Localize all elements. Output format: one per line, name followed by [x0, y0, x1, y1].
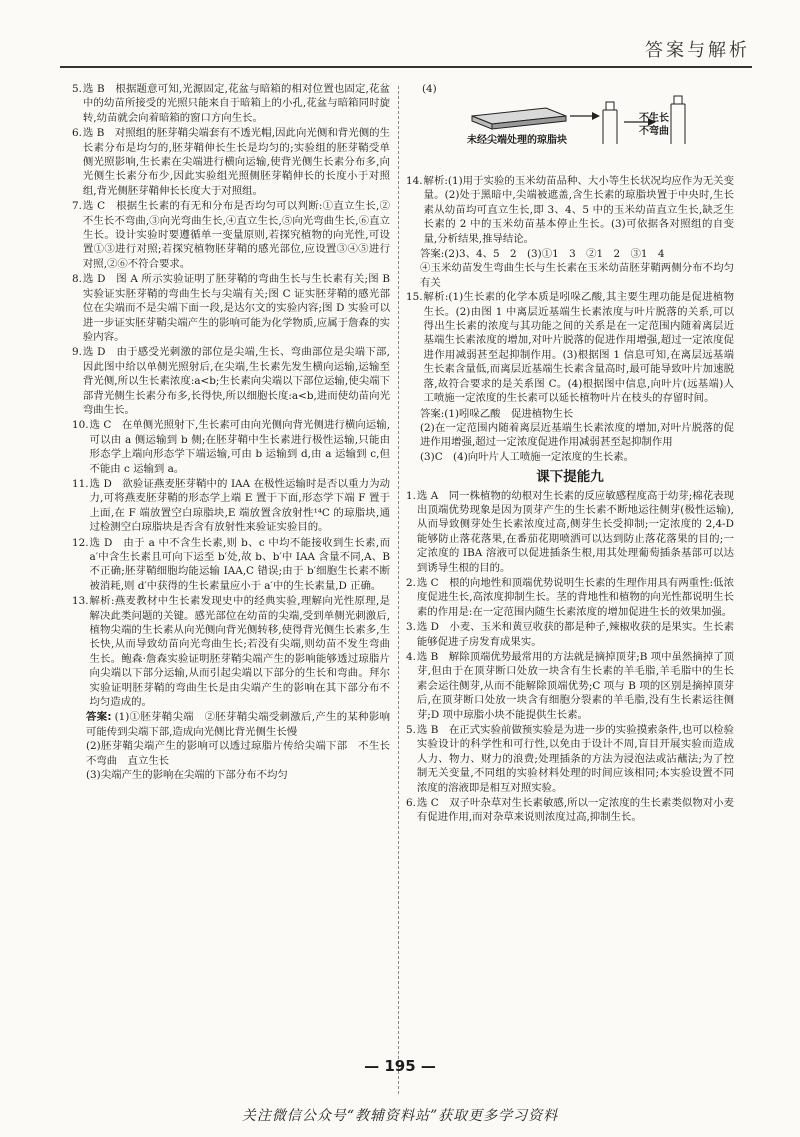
answer-line: (3)尖端产生的影响在尖端的下部分布不均匀 [86, 769, 288, 782]
item-number: 5. [406, 724, 416, 737]
item-number: 5. [72, 83, 82, 95]
left-column [72, 82, 390, 783]
left-item-13 [72, 594, 390, 709]
left-item-6 [72, 126, 390, 198]
item-text: 选 D 欲验证燕麦胚芽鞘中的 IAA 在极性运输时是否以重力为动力,可将燕麦胚芽鞘的形态学上端 E 置于下面,形态学下端 F 置于上面,在 F 端放置空白琼脂块,E 端放置含放射性¹⁴C 的琼脂块,通过检测空白琼脂块是否含有放射性来验证实验目的。 [89, 477, 390, 534]
left-item-7 [72, 199, 390, 271]
footer-note: 关注微信公众号“教辅资料站”获取更多学习资料 [241, 1108, 559, 1124]
section-item-5 [406, 723, 734, 795]
item-number: 9. [72, 346, 82, 359]
right-item-14 [406, 174, 734, 246]
item-number: 12. [72, 536, 89, 549]
item-text: 选 B 在正式实验前做预实验是为进一步的实验摸索条件,也可以检验实验设计的科学性和可行性,以免由于设计不周,盲目开展实验而造成人力、物力、财力的浪费;处理插条的方法为浸泡法或沾蘸法;为了控制无关变量,不同组的实验材料处理的时间应该相同;本实验设置不同浓度的溶液即是相互对照实验。 [416, 724, 734, 794]
item-text: 选 D 由于感受光刺激的部位是尖端,生长、弯曲部位是尖端下部,因此图中给以单侧光照射后,在尖端,生长素先发生横向运输,运输至背光侧,所以生长素浓度:a<b;生长素向尖端以下部位运输,使尖端下部背光侧生长素分布多,长得快,所以细胞长度:a<b,进而使幼苗向光弯曲生长。 [82, 346, 390, 416]
item-text: 选 B 对照组的胚芽鞘尖端套有不透光帽,因此向光侧和背光侧的生长素分布是均匀的,胚芽鞘伸长生长是均匀的;实验组的胚芽鞘受单侧光照影响,生长素在尖端进行横向运输,使背光侧生长素分布多,向光侧生长素分布少,因此实验组光照侧胚芽鞘伸长的长度小于对照组,背光侧胚芽鞘伸长长度大于对照组。 [82, 127, 390, 197]
item-number: 2. [406, 576, 416, 589]
answer-block [86, 710, 390, 739]
answer-line: (2)胚芽鞘尖端产生的影响可以透过琼脂片传给尖端下部 不生长不弯曲 直立生长 [86, 740, 390, 767]
answer-line: (2)在一定范围内随着离层近基端生长素浓度的增加,对叶片脱落的促进作用增强,超过一定浓度促进作用减弱甚至起抑制作用 [420, 421, 734, 449]
figure-caption: 未经尖端处理的琼脂块 [467, 135, 567, 146]
item-number: 3. [406, 621, 416, 634]
left-item-5 [72, 82, 390, 125]
section-item-2 [406, 576, 734, 619]
item-text: 解析:燕麦教材中生长素发现史中的经典实验,理解向光性原理,是解决此类问题的关键。感光部位在幼苗的尖端,受到单侧光刺激后,植物尖端的生长素从向光侧向背光侧转移,使得背光侧生长素多,生长快,从而导致幼苗向光弯曲生长;若没有尖端,则幼苗不发生弯曲生长。鲍森·詹森实验证明胚芽鞘尖端产生的影响能够透过琼脂片向尖端以下部分运输,从而引起尖端以下部分的生长和弯曲。拜尔实验证明胚芽鞘的弯曲生长是由尖端产生的影响在其下部分布不均匀造成的。 [89, 595, 390, 709]
right-column [406, 82, 734, 826]
left-item-8 [72, 272, 390, 344]
figure-note [639, 112, 669, 138]
left-item-11 [72, 477, 390, 535]
answer-line: ④玉米幼苗发生弯曲生长与生长素在玉米幼苗胚芽鞘两侧分布不均匀有关 [420, 262, 734, 289]
item-number: 6. [72, 127, 82, 140]
item-number: 7. [72, 200, 82, 213]
header-title: 答案与解析 [645, 40, 750, 61]
item-number: 10. [72, 419, 89, 432]
item-text: 选 B 根据题意可知,光源固定,花盆与暗箱的相对位置也固定,花盆中的幼苗所接受的光照只能来自于暗箱上的小孔,花盆与暗箱同时旋转,幼苗就会向着暗箱的窗口方向生长。 [82, 83, 390, 124]
item-text: 选 C 根据生长素的有无和分布是否均匀可以判断:①直立生长,②不生长不弯曲,③向光弯曲生长,④直立生长,⑤向光弯曲生长,⑥直立生长。设计实验时要遵循单一变量原则,若探究植物的向光性,可设置①③进行对照;若探究植物胚芽鞘的感光部位,应设置③④⑤进行对照,②⑥不符合要求。 [82, 200, 390, 270]
left-item-9 [72, 345, 390, 417]
section-item-1 [406, 489, 734, 575]
answer-line: (3)C (4)向叶片人工喷施一定浓度的生长素。 [420, 450, 635, 463]
section-item-3 [406, 620, 734, 649]
seedling-diagram [406, 82, 734, 174]
figure-note-line: 不弯曲 [639, 126, 669, 137]
figure-label: (4) [422, 83, 437, 95]
left-item-10 [72, 418, 390, 476]
answer-line: 答案:(2)3、4、5 2 (3)①1 3 ②1 2 ③1 4 [420, 248, 665, 261]
item-number: 14. [406, 175, 423, 187]
item-number: 15. [406, 291, 423, 304]
item-text: 选 C 根的向地性和顶端优势说明生长素的生理作用具有两重性:低浓度促进生长,高浓度抑制生长。茎的背地性和植物的向光性都说明生长素的作用是:在一定范围内随生长素浓度的增加促进生长的效果加强。 [416, 576, 734, 618]
item-text: 解析:(1)生长素的化学本质是吲哚乙酸,其主要生理功能是促进植物生长。(2)由图 1 中离层近基端生长素浓度与叶片脱落的关系,可以得出生长素的浓度与其功能之间的关系是在一定范围内随着离层近基端生长素浓度的增加,对叶片脱落的促进作用增强,超过一定浓度促进作用减弱甚至起抑制作用。(3)根据图 1 信息可知,在离层远基端生长素含量低,而离层近基端生长素含量高时,最可能导致叶片加速脱落,故符合要求的是关系图 C。(4)根据图中信息,向叶片(远基端)人工喷施一定浓度的生长素可以延长植物叶片在枝头的存留时间。 [423, 291, 734, 405]
section-title: 课下提能九 [536, 469, 604, 486]
section-item-6 [406, 796, 734, 825]
answer-label: 答案: [86, 711, 112, 724]
section-item-4 [406, 650, 734, 722]
item-text: 选 C 双子叶杂草对生长素敏感,所以一定浓度的生长素类似物对小麦有促进作用,而对杂草来说则浓度过高,抑制生长。 [416, 797, 734, 824]
answer-line: 答案:(1)吲哚乙酸 促进植物生长 [420, 407, 574, 420]
page-number: — 195 — [364, 1057, 436, 1075]
left-item-12 [72, 536, 390, 594]
figure-note-line: 不生长 [639, 113, 669, 124]
item-number: 8. [72, 273, 82, 286]
answer-line: (1)①胚芽鞘尖端 ②胚芽鞘尖端受刺激后,产生的某种影响可能传到尖端下部,造成向光侧比背光侧生长慢 [86, 711, 390, 738]
item-text: 选 C 在单侧光照射下,生长素可由向光侧向背光侧进行横向运输,可以由 a 侧运输到 b 侧;在胚芽鞘中生长素进行极性运输,只能由形态学上端向形态学下端运输,可由 b 运输到 d,由 a 运输到 c,但不能由 c 运输到 a。 [89, 419, 390, 475]
item-text: 选 D 由于 a 中不含生长素,则 b、c 中均不能接收到生长素,而 a′中含生长素且可向下运至 b′处,故 b、b′中 IAA 含量不同,A、B 不正确;胚芽鞘细胞均能运输 IAA,C 错误;由于 b′细胞生长素不断被消耗,则 d′中获得的生长素量应小于 a′中的生长素量,D 正确。 [89, 536, 390, 592]
item-number: 11. [72, 477, 89, 490]
item-number: 4. [406, 651, 416, 663]
header-rule [60, 66, 752, 68]
figure-4 [406, 82, 734, 174]
column-divider [398, 86, 399, 1094]
item-text: 解析:(1)用于实验的玉米幼苗品种、大小等生长状况均应作为无关变量。(2)处于黑暗中,尖端被遮盖,含生长素的琼脂块置于中央时,生长素从幼苗均可直立生长,即 3、4、5 中的玉米幼苗直立生长,缺乏生长素的 2 中的玉米幼苗基本停止生长。(3)可依据各对照组的自变量,分析结果,推导结论。 [423, 175, 734, 245]
item-text: 选 D 小麦、玉米和黄豆收获的都是种子,辣椒收获的是果实。生长素能够促进子房发育成果实。 [416, 621, 734, 648]
item-number: 13. [72, 595, 89, 608]
item-text: 选 D 图 A 所示实验证明了胚芽鞘的弯曲生长与生长素有关;图 B 实验证实胚芽鞘的弯曲生长与尖端有关;图 C 证实胚芽鞘的感光部位在尖端而不是尖端下面一段,是达尔文的实验内容;图 D 实验可以进一步证实胚芽鞘尖端产生的影响可能为化学物质,应属于詹森的实验内容。 [82, 273, 390, 343]
arrow-head-icon [592, 112, 600, 120]
right-item-15 [406, 290, 734, 405]
item-number: 6. [406, 797, 416, 810]
item-text: 选 A 同一株植物的幼根对生长素的反应敏感程度高于幼芽;棉花表现出顶端优势现象是因为顶芽产生的生长素不断地运往侧芽(极性运输),从而导致侧芽处生长素浓度过高,侧芽生长受抑制;一定浓度的 2,4-D 能够防止落花落果,在番茄花期喷洒可以达到防止落花落果的目的;一定浓度的 IBA 溶液可以促进插条生根,用其处理葡萄插条基部可以达到诱导生根的目的。 [416, 489, 734, 574]
item-text: 选 B 解除顶端优势最常用的方法就是摘掉顶芽;B 项中虽然摘掉了顶芽,但由于在顶芽断口处放一块含有生长素的羊毛脂,羊毛脂中的生长素会运往侧芽,从而不能解除顶端优势;C 项与 B 项的区别是摘掉顶芽后,在顶芽断口处放一块含有细胞分裂素的羊毛脂,没有生长素运往侧芽;D 项中琼脂小块不能提供生长素。 [416, 651, 734, 721]
agar-cube-left [606, 102, 614, 110]
item-number: 1. [406, 489, 416, 502]
agar-cube-right [674, 96, 682, 104]
